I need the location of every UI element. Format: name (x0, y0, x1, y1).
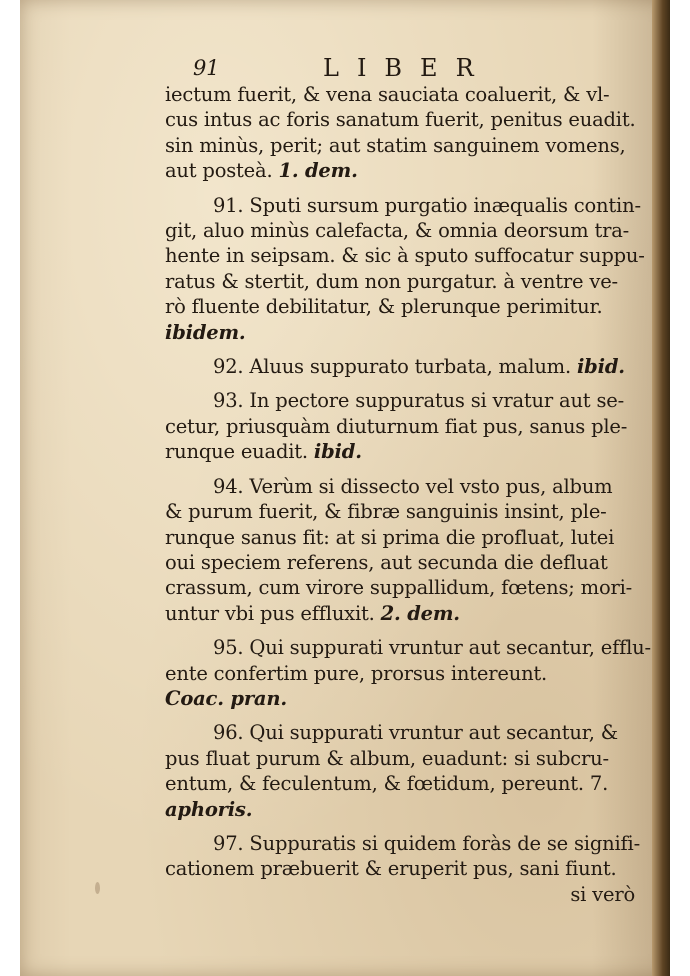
running-title: LIBER (323, 54, 492, 82)
text-line: 94. Verùm si dissecto vel vsto pus, album (213, 474, 613, 498)
text-line: sin minùs, perit; aut statim sanguinem vomens, (165, 133, 626, 157)
aphorism-92 (165, 354, 635, 379)
text-line: cetur, priusquàm diuturnum fiat pus, sanus ple- (165, 414, 628, 438)
text-line: entum, & feculentum, & fœtidum, pereunt. 7. (165, 772, 609, 796)
text-line: aut posteà. 1. dem. (165, 159, 358, 183)
book-spine-shadow (652, 0, 670, 976)
text-line: git, aluo minùs calefacta, & omnia deorsum tra- (165, 219, 630, 243)
text-line: 97. Suppuratis si quidem foràs de se signifi- (213, 831, 640, 855)
text-line: 91. Sputi sursum purgatio inæqualis contin- (213, 193, 641, 217)
text-line: 95. Qui suppurati vruntur aut secantur, efflu- (213, 636, 651, 660)
aphorism-number: 95. (213, 636, 244, 660)
aphorism-91 (165, 193, 645, 345)
source-reference: aphoris. (165, 797, 253, 821)
text-line: runque sanus fit: at si prima die profluat, lutei (165, 525, 615, 549)
text-line: & purum fuerit, & fibræ sanguinis insint, ple- (165, 500, 607, 524)
book-page (20, 0, 670, 976)
text-line: ente confertim pure, prorsus intereunt. (165, 661, 548, 685)
aphorism-number: 91. (213, 193, 244, 217)
page-number: 91 (193, 56, 220, 80)
text-line: cationem præbuerit & eruperit pus, sani fiunt. (165, 857, 617, 881)
text-line: hente in seipsam. & sic à sputo suffocatur suppu- (165, 244, 645, 268)
text-line: pus fluat purum & album, euadunt: si subcru- (165, 746, 609, 770)
text-line: cus intus ac foris sanatum fuerit, penitus euadit. (165, 108, 636, 132)
source-reference: Coac. pran. (165, 686, 287, 710)
text-line: iectum fuerit, & vena sauciata coaluerit, & vl- (165, 83, 610, 106)
paragraph-continuation (165, 82, 635, 184)
catchword: si verò (570, 882, 635, 906)
source-reference: ibid. (313, 440, 362, 464)
aphorism-93 (165, 388, 635, 464)
text-line: ratus & stertit, dum non purgatur. à ventre ve- (165, 269, 618, 293)
aphorism-number: 96. (213, 721, 244, 745)
page-text (165, 40, 651, 907)
text-line: untur vbi pus effluxit. 2. dem. (165, 601, 460, 625)
text-line: 96. Qui suppurati vruntur aut secantur, & (213, 721, 618, 745)
running-head (165, 40, 635, 82)
aphorism-number: 97. (213, 831, 244, 855)
aphorism-number: 94. (213, 474, 244, 498)
foxing-spot (95, 882, 100, 894)
source-reference: 2. dem. (380, 601, 460, 625)
text-line: 93. In pectore suppuratus si vratur aut se- (213, 389, 624, 413)
aphorism-96 (165, 720, 635, 822)
aphorism-number: 92. (213, 355, 244, 379)
source-reference: ibidem. (165, 320, 246, 344)
text-line: oui speciem referens, aut secunda die defluat (165, 550, 608, 574)
source-reference: ibid. (576, 355, 625, 379)
text-line: runque euadit. ibid. (165, 440, 362, 464)
text-line: 92. Aluus suppurato turbata, malum. ibid. (213, 355, 625, 379)
text-line: rò fluente debilitatur, & plerunque perimitur. (165, 295, 603, 319)
aphorism-95 (165, 635, 651, 711)
aphorism-number: 93. (213, 389, 244, 413)
aphorism-94 (165, 474, 635, 626)
source-reference: 1. dem. (278, 159, 358, 183)
text-line: crassum, cum virore suppallidum, fœtens; mori- (165, 576, 633, 600)
aphorism-97 (165, 831, 640, 907)
